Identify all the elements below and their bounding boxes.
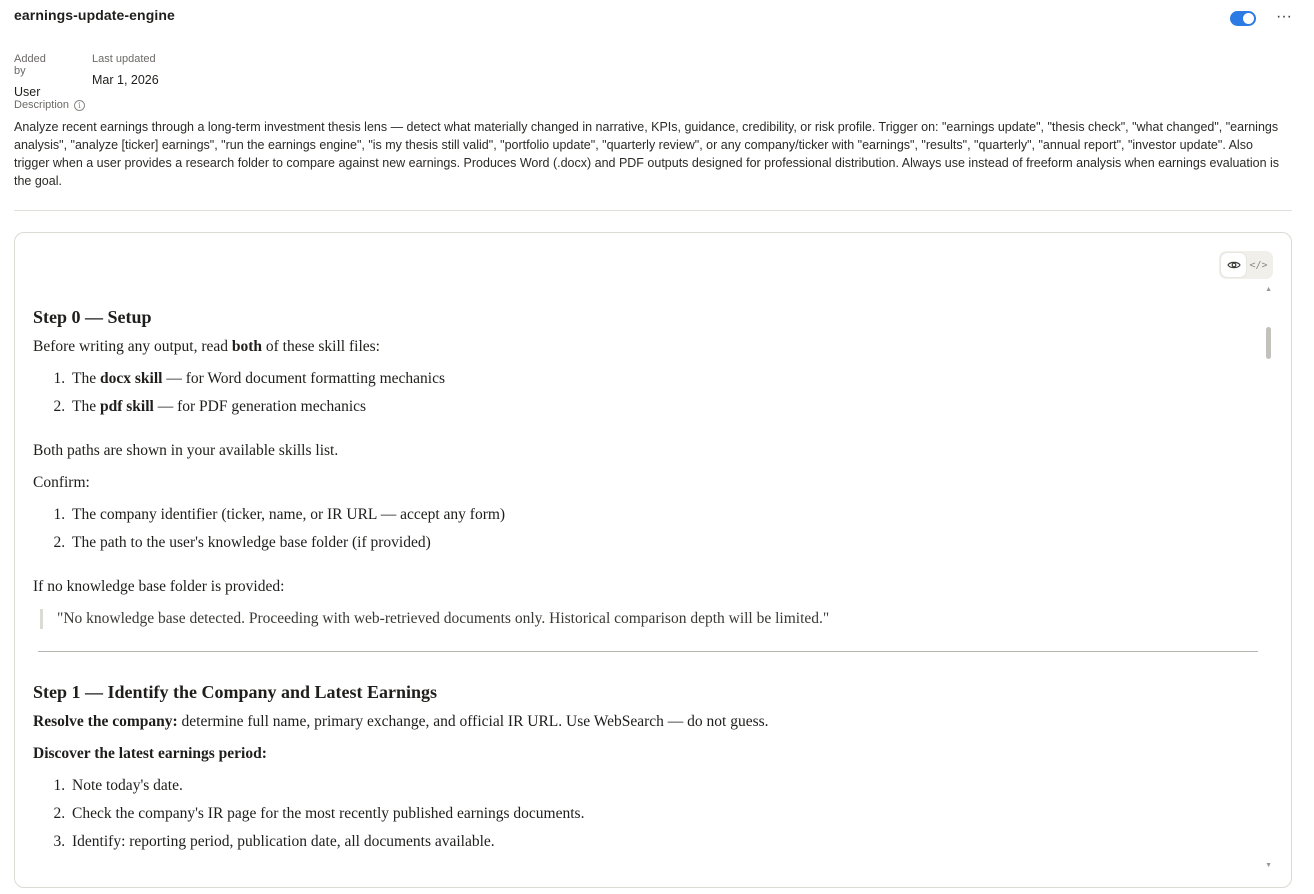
toggle-knob (1243, 13, 1254, 24)
description-label (14, 99, 85, 111)
no-kb-note: If no knowledge base folder is provided: (33, 578, 285, 595)
confirm-label: Confirm: (33, 474, 90, 491)
paths-note: Both paths are shown in your available skills list. (33, 442, 339, 459)
info-icon[interactable]: i (74, 100, 85, 111)
discover-list (33, 776, 1259, 852)
header-actions (1230, 7, 1292, 26)
more-options-icon[interactable]: ··· (1276, 7, 1292, 25)
resolve-text: determine full name, primary exchange, and official IR URL. Use WebSearch — do not guess. (177, 713, 769, 730)
list-item (69, 397, 1259, 417)
item-bold: pdf skill (99, 398, 154, 415)
skill-enabled-toggle[interactable] (1230, 11, 1256, 26)
list-item: 2. Check the company's IR page for the most recently published earnings documents. (69, 804, 1259, 824)
added-by (14, 53, 58, 99)
description-label-text: Description (14, 99, 70, 111)
intro-text: Before writing any output, read (33, 338, 232, 355)
section-divider (14, 210, 1292, 211)
scrollbar-thumb[interactable] (1266, 327, 1271, 359)
intro-text-end: of these skill files: (262, 338, 380, 355)
skill-meta (14, 53, 159, 99)
item-text: The (72, 370, 100, 387)
list-item: 3. Identify: reporting period, publication date, all documents available. (69, 832, 1259, 852)
preview-mode-button[interactable] (1221, 253, 1246, 277)
item-text: — for PDF generation mechanics (153, 398, 367, 415)
description-text: Analyze recent earnings through a long-term investment thesis lens — detect what materially changed in narrative, KPIs, guidance, credibility, or risk profile. Trigger on: "earnings update", "thesis check", "what changed", "earnings analysis", "analyze [ticker] earnings", "run the earnings engine", "is my thesis still valid", "portfolio update", "quarterly review", or any company/ticker with "earnings", "results", "quarterly", "annual report", "investor update". Also trigger when a user provides a research folder to compare against new earnings. Produces Word (.docx) and PDF outputs designed for professional distribution. Always use instead of freeform analysis when earnings evaluation is the goal. (14, 120, 1280, 188)
list-item: 2. The path to the user's knowledge base folder (if provided) (69, 533, 1259, 553)
skill-document (33, 307, 1259, 876)
item-text: — for Word document formatting mechanics (162, 370, 445, 387)
discover-bold: Discover the latest earnings period: (33, 745, 267, 762)
last-updated-label: Last updated (92, 53, 156, 65)
skill-files-list (33, 369, 1259, 417)
step-1-heading: Step 1 — Identify the Company and Latest Earnings (33, 682, 438, 702)
scroll-up-arrow-icon[interactable]: ▲ (1265, 286, 1272, 293)
last-updated-value: Mar 1, 2026 (92, 73, 159, 87)
confirm-list (33, 505, 1259, 553)
intro-bold: both (231, 338, 263, 355)
view-mode-toggle (1219, 251, 1273, 279)
last-updated (92, 53, 159, 99)
code-mode-button[interactable] (1246, 253, 1271, 277)
skill-content-viewer (14, 232, 1292, 888)
discover-label (33, 744, 1259, 764)
item-text: The (72, 398, 100, 415)
list-item (69, 369, 1259, 389)
resolve-company (33, 712, 1259, 732)
item-bold: docx skill (99, 370, 163, 387)
resolve-bold: Resolve the company: (33, 713, 178, 730)
code-icon: </> (1249, 259, 1268, 271)
scroll-down-arrow-icon[interactable]: ▼ (1265, 862, 1272, 869)
skill-title: earnings-update-engine (14, 7, 175, 23)
no-kb-quote: "No knowledge base detected. Proceeding with web-retrieved documents only. Historical comparison depth will be limited." (40, 609, 1259, 629)
eye-icon (1227, 260, 1241, 270)
skill-header (14, 7, 1292, 29)
list-item: 1. The company identifier (ticker, name, or IR URL — accept any form) (69, 505, 1259, 525)
step-0-intro (33, 337, 1259, 357)
added-by-value: User (14, 85, 41, 99)
step-0-heading: Step 0 — Setup (33, 307, 152, 327)
added-by-label: Added by (14, 53, 46, 77)
list-item: 1. Note today's date. (69, 776, 1259, 796)
step-divider (38, 651, 1258, 652)
